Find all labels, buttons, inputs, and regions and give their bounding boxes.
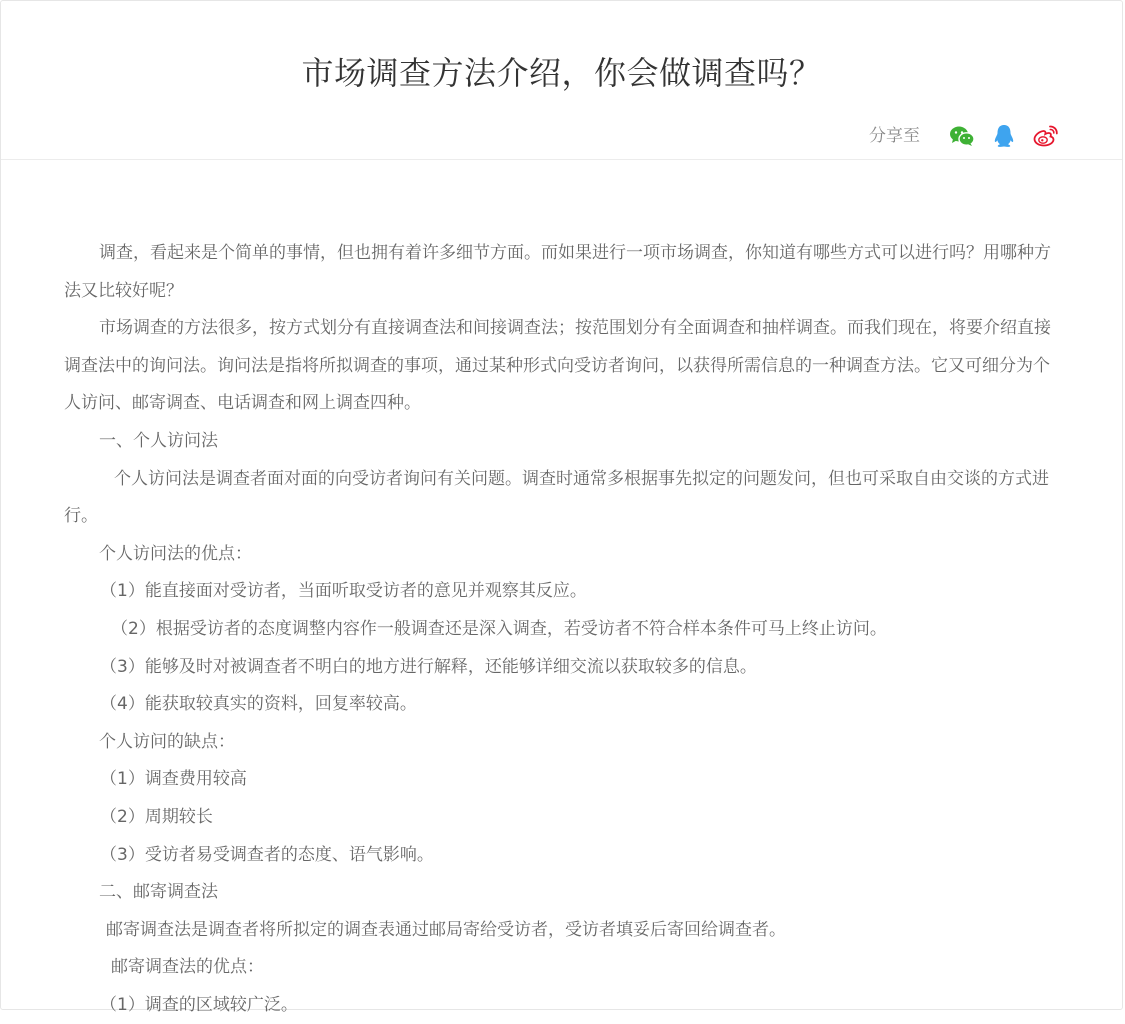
share-bar xyxy=(869,121,1060,151)
heading-personal-interview: 一、个人访问法 xyxy=(99,430,218,451)
wechat-icon xyxy=(949,125,975,147)
paragraph-personal-interview: 个人访问法是调查者面对面的向受访者询问有关问题。调查时通常多根据事先拟定的问题发问，但也可采取自由交谈的方式进行。 xyxy=(64,468,1049,527)
list-item: （3）受访者易受调查者的态度、语气影响。 xyxy=(100,844,434,865)
list-item: （4）能获取较真实的资料，回复率较高。 xyxy=(100,694,417,715)
share-qq-button[interactable] xyxy=(990,122,1018,150)
share-wechat-button[interactable] xyxy=(948,122,976,150)
heading-mail-survey: 二、邮寄调查法 xyxy=(99,882,218,903)
paragraph-intro: 调查，看起来是个简单的事情，但也拥有着许多细节方面。而如果进行一项市场调查，你知道有哪些方式可以进行吗？用哪种方法又比较好呢？ xyxy=(64,243,1051,301)
list-item: （3）能够及时对被调查者不明白的地方进行解释，还能够详细交流以获取较多的信息。 xyxy=(100,656,757,677)
list-item: （1）能直接面对受访者，当面听取受访者的意见并观察其反应。 xyxy=(100,581,587,602)
list-item: （1）调查费用较高 xyxy=(100,769,247,790)
article-body xyxy=(64,235,1064,1024)
paragraph-methods: 市场调查的方法很多，按方式划分有直接调查法和间接调查法；按范围划分有全面调查和抽样调查。而我们现在，将要介绍直接调查法中的询问法。询问法是指将所拟调查的事项，通过某种形式向受访者询问，以获得所需信息的一种调查方法。它又可细分为个人访问、邮寄调查、电话调查和网上调查四种。 xyxy=(64,318,1051,414)
share-label: 分享至 xyxy=(869,126,920,146)
list-item: （2）周期较长 xyxy=(100,806,213,827)
article-title: 市场调查方法介绍，你会做调查吗？ xyxy=(301,54,822,92)
subheading-disadvantages: 个人访问的缺点： xyxy=(99,731,235,752)
subheading-advantages: 个人访问法的优点： xyxy=(99,543,252,564)
share-weibo-button[interactable] xyxy=(1032,122,1060,150)
subheading-mail-advantages: 邮寄调查法的优点： xyxy=(111,957,264,978)
list-item: （1）调查的区域较广泛。 xyxy=(100,994,298,1015)
list-item: （2）根据受访者的态度调整内容作一般调查还是深入调查，若受访者不符合样本条件可马上终止访问。 xyxy=(111,618,887,639)
paragraph-mail-survey: 邮寄调查法是调查者将所拟定的调查表通过邮局寄给受访者，受访者填妥后寄回给调查者。 xyxy=(106,919,786,940)
qq-icon xyxy=(993,124,1015,148)
weibo-icon xyxy=(1033,125,1059,147)
article-header xyxy=(1,1,1122,160)
